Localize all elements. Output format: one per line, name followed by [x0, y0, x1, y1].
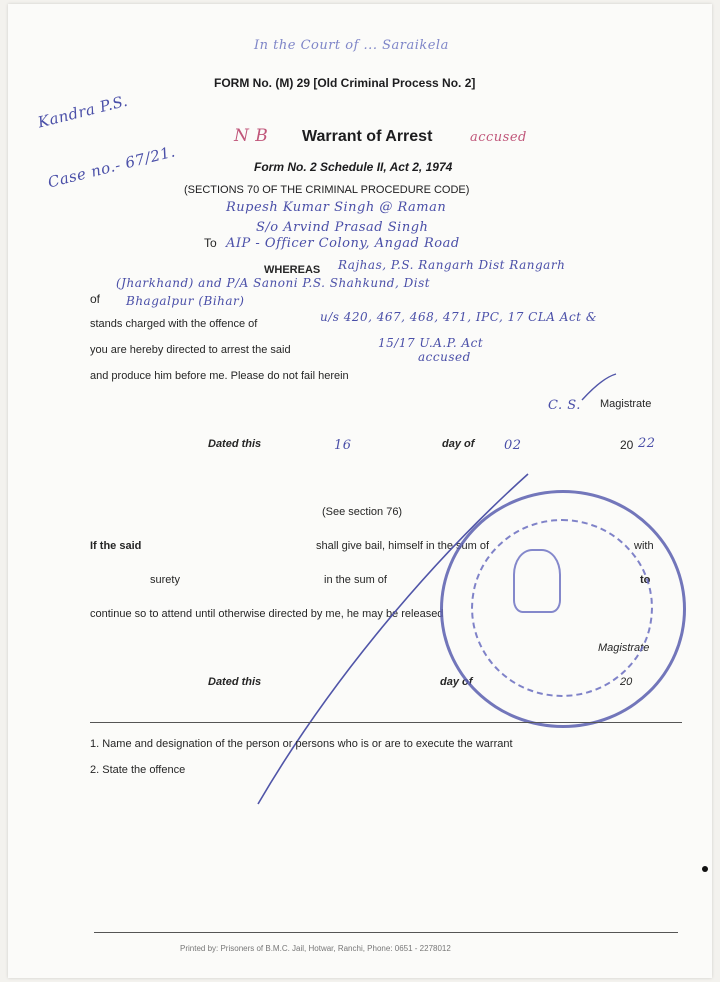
directed-act: 15/17 U.A.P. Act — [378, 336, 484, 350]
warrant-document — [8, 4, 712, 978]
charged-offence: u/s 420, 467, 468, 471, IPC, 17 CLA Act & — [320, 310, 597, 324]
produce-instruction: and produce him before me. Please do not fail herein — [90, 370, 349, 382]
diagonal-pen-line — [258, 474, 528, 804]
bail-day-of-label: day of — [440, 676, 473, 688]
sections-reference: (SECTIONS 70 OF THE CRIMINAL PROCEDURE CODE) — [184, 184, 470, 196]
year-suffix: 22 — [638, 436, 656, 451]
dated-day: 16 — [334, 438, 352, 453]
whereas-label: WHEREAS — [264, 264, 321, 276]
if-said-label: If the said — [90, 540, 142, 552]
to-word: to — [640, 574, 651, 586]
red-accused-note: accused — [470, 130, 527, 145]
to-label: To — [204, 236, 217, 250]
bail-magistrate-label: Magistrate — [598, 642, 650, 654]
addressee-name: Rupesh Kumar Singh @ Raman — [226, 200, 447, 215]
bail-dated-label: Dated this — [208, 676, 262, 688]
day-of-label: day of — [442, 438, 475, 450]
continue-text: continue so to attend until otherwise directed by me, he may be released — [90, 608, 444, 620]
bail-sum-label: shall give bail, himself in the sum of — [316, 540, 490, 552]
accused-word: accused — [418, 350, 471, 364]
of-label: of — [90, 292, 101, 306]
directed-label: you are hereby directed to arrest the said — [90, 344, 291, 356]
whereas-text: Rajhas, P.S. Rangarh Dist Rangarh — [338, 258, 566, 272]
dated-label: Dated this — [208, 438, 262, 450]
addressee-parentage: S/o Arvind Prasad Singh — [256, 220, 429, 235]
see-section: (See section 76) — [322, 506, 403, 518]
of-address-line2: Bhagalpur (Bihar) — [126, 294, 245, 308]
document-title: Warrant of Arrest — [302, 128, 433, 145]
case-note-number: Case no.- 67/21. — [46, 142, 178, 192]
footer-divider — [94, 932, 678, 933]
addressee-address: AIP - Officer Colony, Angad Road — [226, 236, 460, 251]
court-stamp: In the Court of ... Saraikela — [254, 38, 449, 53]
of-address-line1: (Jharkhand) and P/A Sanoni P.S. Shahkund, Dist — [116, 276, 431, 290]
form-number: FORM No. (M) 29 [Old Criminal Process No. 2] — [214, 76, 476, 90]
signature-flourish — [582, 374, 616, 400]
charged-label: stands charged with the offence of — [90, 318, 258, 330]
case-note-police-station: Kandra P.S. — [36, 91, 130, 132]
cancellation-stroke — [8, 4, 712, 978]
magistrate-signature: C. S. — [548, 398, 581, 413]
with-label: with — [634, 540, 654, 552]
bail-year-prefix: 20 — [620, 676, 633, 688]
dated-month: 02 — [504, 438, 522, 453]
footnote-2: 2. State the offence — [90, 764, 186, 776]
footnote-1: 1. Name and designation of the person or persons who is or are to execute the warrant — [90, 738, 513, 750]
ink-dot — [702, 866, 708, 872]
printer-footer: Printed by: Prisoners of B.M.C. Jail, Hotwar, Ranchi, Phone: 0651 - 2278012 — [180, 944, 451, 953]
form-reference: Form No. 2 Schedule II, Act 2, 1974 — [254, 160, 453, 174]
magistrate-label: Magistrate — [600, 398, 652, 410]
surety-sum-label: in the sum of — [324, 574, 387, 586]
surety-label: surety — [150, 574, 180, 586]
footnote-divider — [90, 722, 682, 723]
year-prefix: 20 — [620, 438, 634, 452]
nb-note: N B — [234, 126, 269, 146]
